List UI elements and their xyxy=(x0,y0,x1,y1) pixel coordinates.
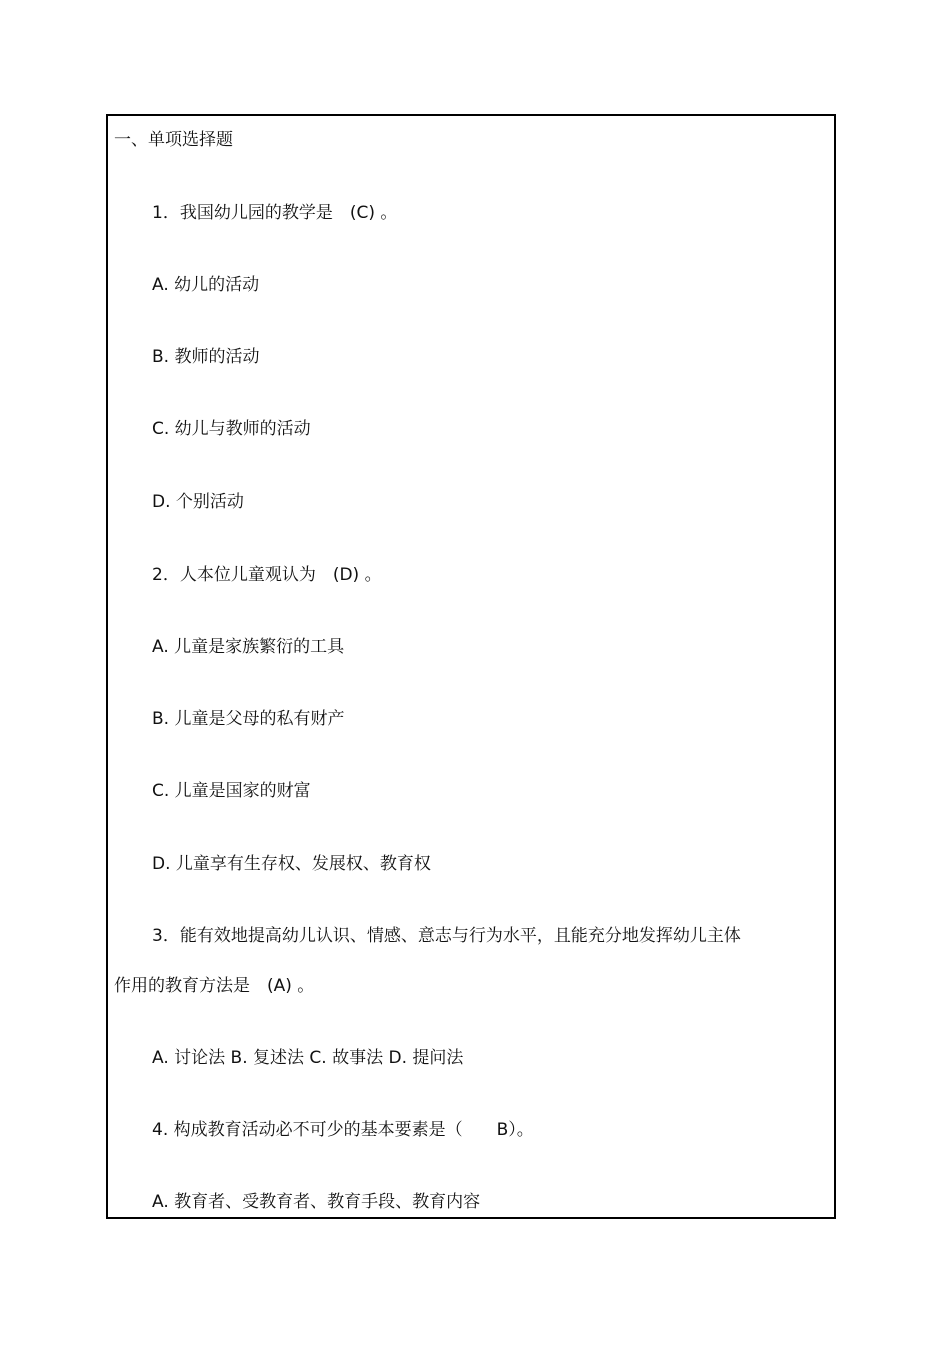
question-1-stem: 1．我国幼儿园的教学是 (C) 。 xyxy=(152,203,398,223)
question-4-stem: 4. 构成教育活动必不可少的基本要素是（ B）。 xyxy=(152,1120,534,1140)
question-3-stem-line-1: 3．能有效地提高幼儿认识、情感、意志与行为水平，且能充分地发挥幼儿主体 xyxy=(152,926,741,946)
question-1-option-c: C. 幼儿与教师的活动 xyxy=(152,419,311,439)
question-2-stem: 2．人本位儿童观认为 (D) 。 xyxy=(152,565,382,585)
question-1-option-d: D. 个别活动 xyxy=(152,492,244,512)
question-2-option-a: A. 儿童是家族繁衍的工具 xyxy=(152,637,345,657)
question-1-option-b: B. 教师的活动 xyxy=(152,347,260,367)
question-1-option-a: A. 幼儿的活动 xyxy=(152,275,260,295)
question-2-option-b: B. 儿童是父母的私有财产 xyxy=(152,709,345,729)
question-3-stem-line-2: 作用的教育方法是 (A) 。 xyxy=(114,976,315,996)
question-2-option-c: C. 儿童是国家的财富 xyxy=(152,781,311,801)
question-3-options: A. 讨论法 B. 复述法 C. 故事法 D. 提问法 xyxy=(152,1048,464,1068)
section-title: 一、单项选择题 xyxy=(114,130,233,150)
question-2-option-d: D. 儿童享有生存权、发展权、教育权 xyxy=(152,854,431,874)
question-4-option-a: A. 教育者、受教育者、教育手段、教育内容 xyxy=(152,1192,481,1212)
